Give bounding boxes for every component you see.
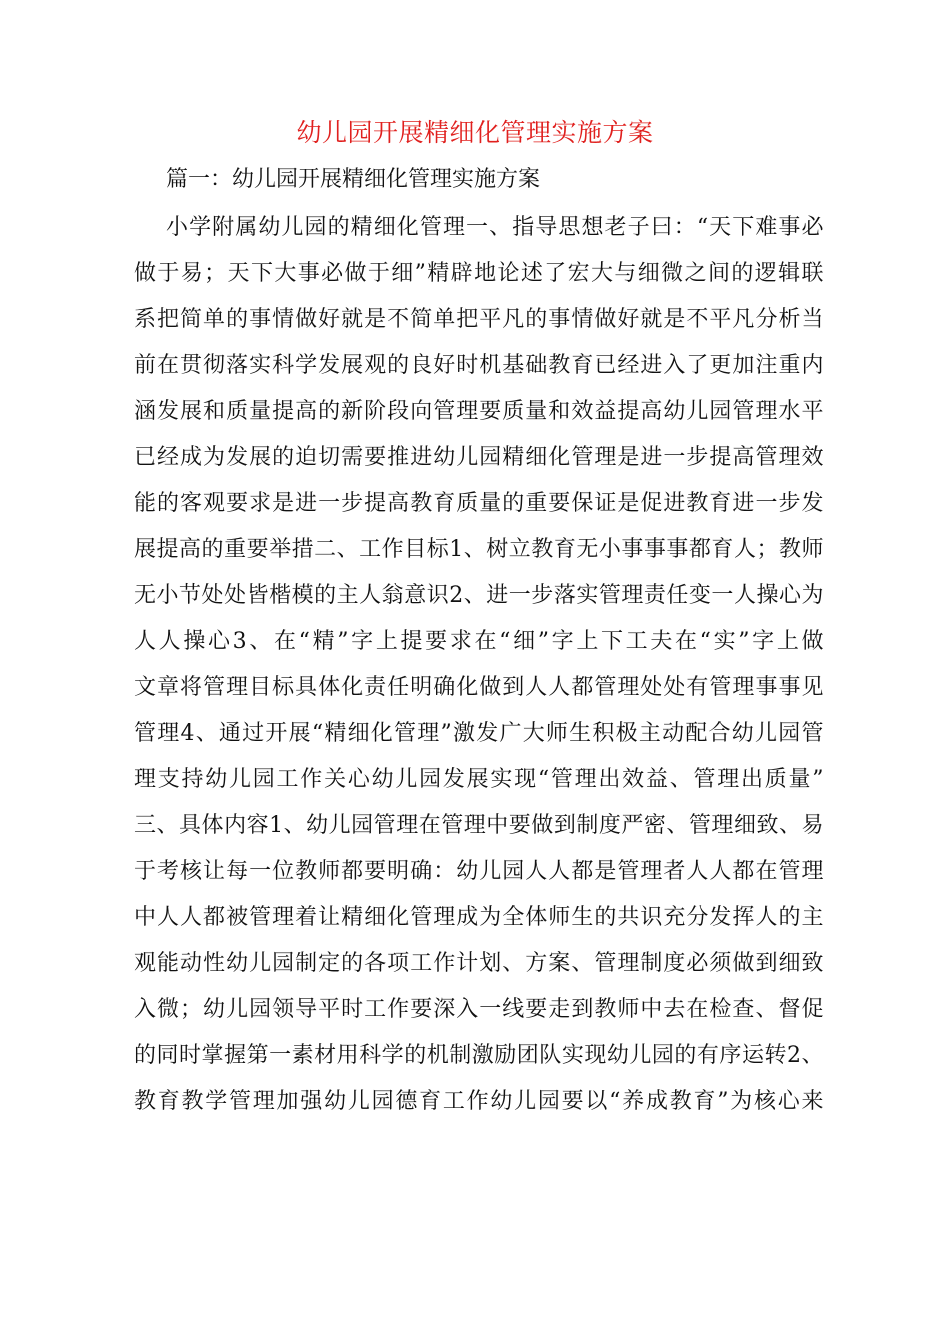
body-line: 的同时掌握第一素材用科学的机制激励团队实现幼儿园的有序运转2、	[134, 1043, 824, 1068]
body-line: 教育教学管理加强幼儿园德育工作幼儿园要以“养成教育”为核心来	[134, 1089, 824, 1114]
body-line: 人人操心3、在“精”字上提要求在“细”字上下工夫在“实”字上做	[134, 629, 824, 654]
body-line: 于考核让每一位教师都要明确：幼儿园人人都是管理者人人都在管理	[134, 859, 824, 884]
body-line: 入微；幼儿园领导平时工作要深入一线要走到教师中去在检查、督促	[134, 997, 824, 1022]
body-line: 三、具体内容1、幼儿园管理在管理中要做到制度严密、管理细致、易	[134, 813, 824, 838]
body-line: 做于易；天下大事必做于细”精辟地论述了宏大与细微之间的逻辑联	[134, 261, 824, 286]
body-line: 已经成为发展的迫切需要推进幼儿园精细化管理是进一步提高管理效	[134, 445, 824, 470]
body-line: 无小节处处皆楷模的主人翁意识2、进一步落实管理责任变一人操心为	[134, 583, 824, 608]
body-line: 涵发展和质量提高的新阶段向管理要质量和效益提高幼儿园管理水平	[134, 399, 824, 424]
document-title: 幼儿园开展精细化管理实施方案	[296, 118, 654, 147]
body-line: 管理4、通过开展“精细化管理”激发广大师生积极主动配合幼儿园管	[134, 721, 824, 746]
body-line: 系把简单的事情做好就是不简单把平凡的事情做好就是不平凡分析当	[134, 307, 824, 332]
body-line: 观能动性幼儿园制定的各项工作计划、方案、管理制度必须做到细致	[134, 951, 824, 976]
body-line: 能的客观要求是进一步提高教育质量的重要保证是促进教育进一步发	[134, 491, 824, 516]
body-line: 中人人都被管理着让精细化管理成为全体师生的共识充分发挥人的主	[134, 905, 824, 930]
body-line: 小学附属幼儿园的精细化管理一、指导思想老子曰：“天下难事必	[166, 215, 824, 240]
body-line: 前在贯彻落实科学发展观的良好时机基础教育已经进入了更加注重内	[134, 353, 824, 378]
document-body	[134, 205, 824, 1125]
body-line: 展提高的重要举措二、工作目标1、树立教育无小事事事都育人；教师	[134, 537, 824, 562]
body-line: 文章将管理目标具体化责任明确化做到人人都管理处处有管理事事见	[134, 675, 824, 700]
document-subtitle: 篇一：幼儿园开展精细化管理实施方案	[166, 167, 541, 192]
body-line: 理支持幼儿园工作关心幼儿园发展实现“管理出效益、管理出质量”	[134, 767, 824, 792]
